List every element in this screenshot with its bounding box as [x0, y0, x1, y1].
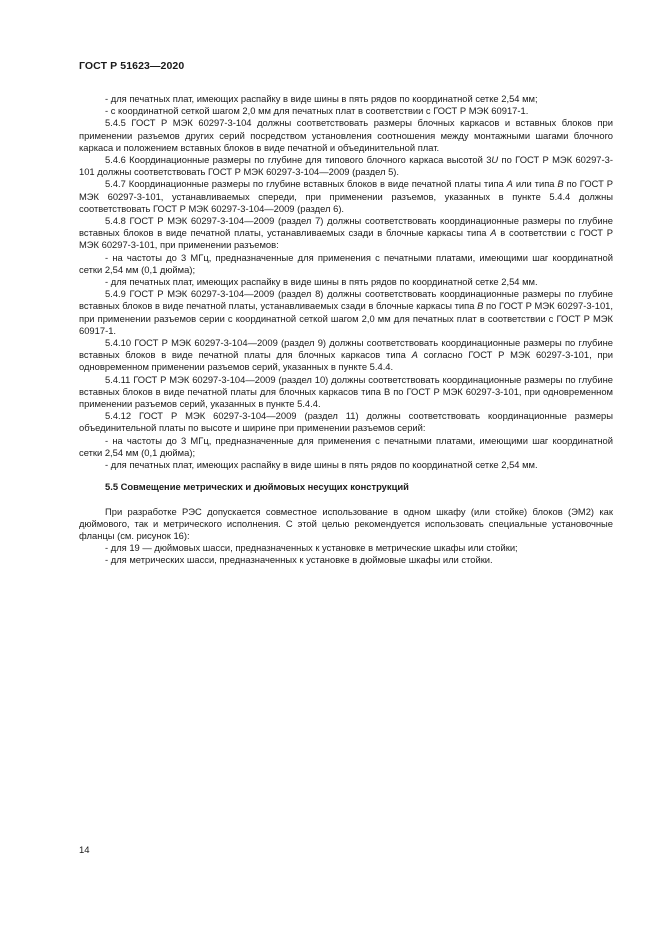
- paragraph-5-4-8: 5.4.8 ГОСТ Р МЭК 60297-3-104—2009 (раздел 7) должны соответствовать координационные размеры по глубине вставных блоков в виде печатной платы, устанавливаемых сзади в блочные каркасы типа A в соответствии с ГОСТ Р МЭК 60297-3-101, при применении разъемов:: [79, 215, 613, 251]
- section-heading-5-5: 5.5 Совмещение метрических и дюймовых несущих конструкций: [105, 481, 409, 493]
- list-item: - на частоты до 3 МГц, предназначенные для применения с печатными платами, имеющими шаг координатной сетки 2,54 мм (0,1 дюйма);: [79, 434, 613, 458]
- list-item: - с координатной сеткой шагом 2,0 мм для печатных плат в соответствии с ГОСТ Р МЭК 60917-1.: [105, 105, 529, 117]
- paragraph-5-5: При разработке РЭС допускается совместное использование в одном шкафу (или стойке) блоков (ЭМ2) как дюймового, так и метрического исполнения. С этой целью рекомендуется использовать специальные установочные фланцы (см. рисунок 16):: [79, 505, 613, 541]
- page-body: [79, 93, 613, 567]
- paragraph-5-4-7: 5.4.7 Координационные размеры по глубине вставных блоков в виде печатной платы типа A или типа B по ГОСТ Р МЭК 60297-3-101, устанавливаемых спереди, при применении разъемов, указанных в пункте 5.4.4 должны соответствовать ГОСТ Р МЭК 60297-3-104—2009 (раздел 6).: [79, 178, 613, 214]
- list-item: - для 19 — дюймовых шасси, предназначенных к установке в метрические шкафы или стойки;: [105, 542, 518, 554]
- paragraph-5-4-6: 5.4.6 Координационные размеры по глубине для типового блочного каркаса высотой 3U по ГОСТ Р МЭК 60297-3-101 должны соответствовать ГОСТ Р МЭК 60297-3-104—2009 (раздел 5).: [79, 154, 613, 178]
- paragraph-5-4-10: 5.4.10 ГОСТ Р МЭК 60297-3-104—2009 (раздел 9) должны соответствовать координационные размеры по глубине вставных блоков в виде печатной платы для блочных каркасов типа A согласно ГОСТ Р МЭК 60297-3-101, при одновременном применении разъемов серий, указанных в пункте 5.4.4.: [79, 337, 613, 373]
- document-header: ГОСТ Р 51623—2020: [79, 60, 185, 72]
- list-item: - для печатных плат, имеющих распайку в виде шины в пять рядов по координатной сетке 2,54 мм;: [105, 93, 538, 104]
- list-item: - на частоты до 3 МГц, предназначенные для применения с печатными платами, имеющими шаг координатной сетки 2,54 мм (0,1 дюйма);: [79, 251, 613, 275]
- list-item: - для печатных плат, имеющих распайку в виде шины в пять рядов по координатной сетке 2,54 мм.: [105, 459, 538, 471]
- paragraph-5-4-9: 5.4.9 ГОСТ Р МЭК 60297-3-104—2009 (раздел 8) должны соответствовать координационные размеры по глубине вставных блоков в виде печатной платы, устанавливаемых сзади в блочные каркасы типа B по ГОСТ Р МЭК 60297-3-101, при применении разъемов серии с координатной сеткой шагом 2,0 мм для печатных плат в соответствии с ГОСТ Р МЭК 60917-1.: [79, 288, 613, 336]
- list-item: - для печатных плат, имеющих распайку в виде шины в пять рядов по координатной сетке 2,54 мм.: [105, 276, 538, 288]
- page-number: 14: [79, 845, 90, 856]
- list-item: - для метрических шасси, предназначенных к установке в дюймовые шкафы или стойки.: [105, 554, 493, 566]
- paragraph-5-4-5: 5.4.5 ГОСТ Р МЭК 60297-3-104 должны соответствовать размеры блочных каркасов и вставных блоков при применении разъемов других серий посредством установления соотношения между монтажными шагами блочного каркаса и положением вставных блоков в виде печатной и объединительной плат.: [79, 117, 613, 153]
- paragraph-5-4-12: 5.4.12 ГОСТ Р МЭК 60297-3-104—2009 (раздел 11) должны соответствовать координационные размеры объединительной платы по высоте и ширине при применении разъемов серий:: [79, 410, 613, 434]
- paragraph-5-4-11: 5.4.11 ГОСТ Р МЭК 60297-3-104—2009 (раздел 10) должны соответствовать координационные размеры по глубине вставных блоков в виде печатной платы для блочных каркасов типа В по ГОСТ Р МЭК 60297-3-101, при одновременном применении разъемов серий, указанных в пункте 5.4.4.: [79, 373, 613, 410]
